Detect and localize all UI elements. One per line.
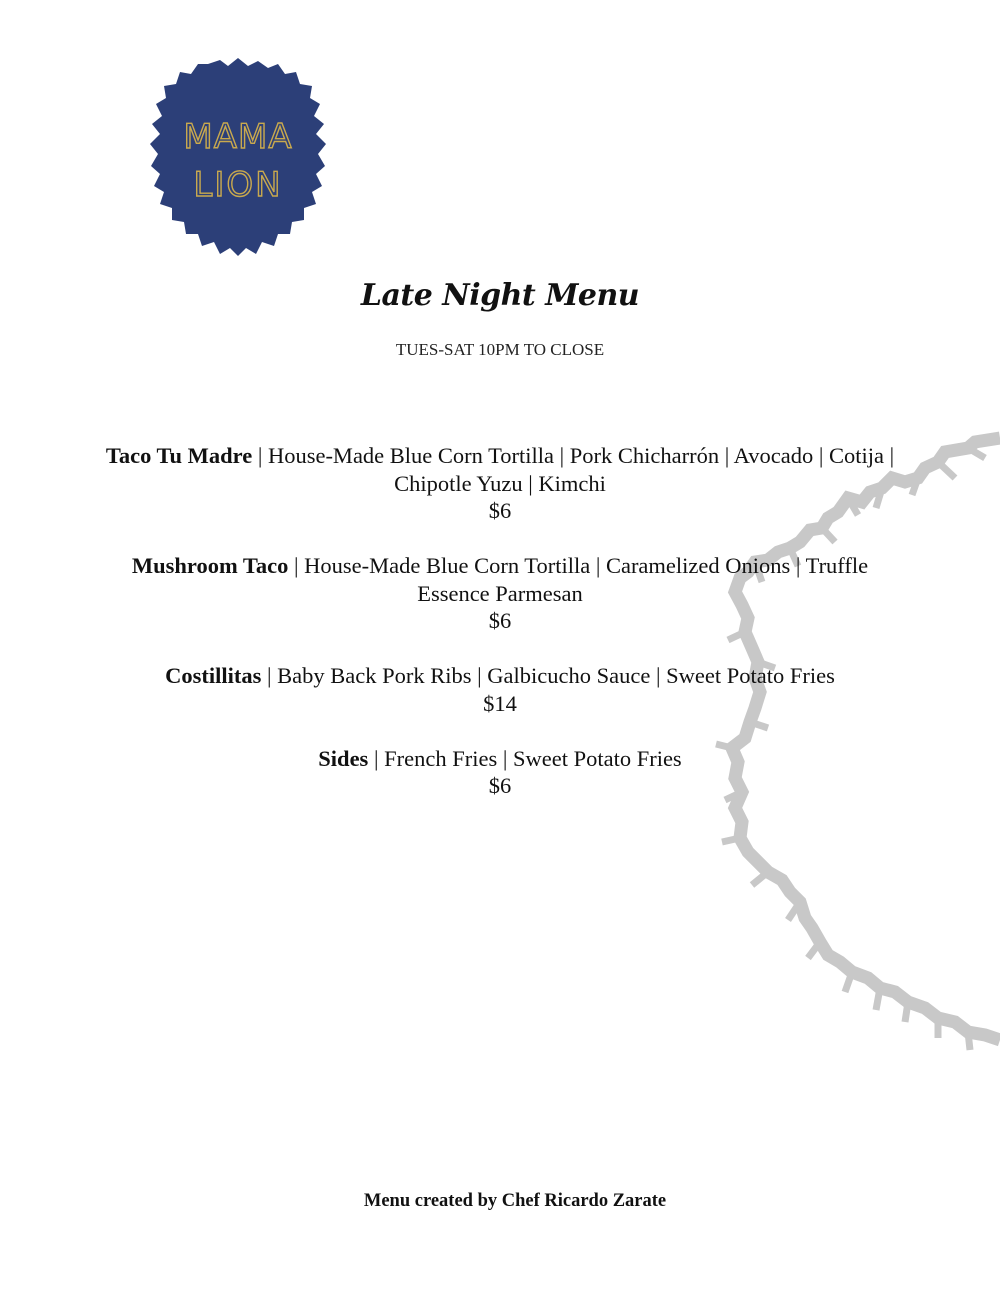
menu-item-description: House-Made Blue Corn Tortilla | Caramelized Onions | Truffle Essence Parmesan <box>304 553 869 606</box>
service-hours: TUES-SAT 10PM TO CLOSE <box>395 340 605 359</box>
logo-text-line1: MAMA <box>183 117 293 157</box>
menu-item-name: Costillitas <box>165 663 262 688</box>
menu-item-description: House-Made Blue Corn Tortilla | Pork Chicharrón | Avocado | Cotija | Chipotle Yuzu | Kimchi <box>267 443 895 496</box>
logo <box>148 58 328 256</box>
menu-item: Costillitas | Baby Back Pork Ribs | Galbicucho Sauce | Sweet Potato Fries $14 <box>100 662 900 717</box>
menu-item-price: $6 <box>488 608 512 633</box>
menu-item: Mushroom Taco | House-Made Blue Corn Tortilla | Caramelized Onions | Truffle Essence Parmesan $6 <box>100 552 900 635</box>
menu-item-name: Taco Tu Madre <box>105 443 253 468</box>
menu-item-price: $6 <box>488 773 512 798</box>
menu-item-name: Sides <box>318 745 369 771</box>
lion-head-icon <box>150 58 326 256</box>
page-title: Late Night Menu <box>360 278 640 313</box>
chef-credit: Menu created by Chef Ricardo Zarate <box>363 1191 667 1211</box>
menu-item: Sides | French Fries | Sweet Potato Fries $6 <box>100 745 900 800</box>
menu-list <box>100 442 900 827</box>
menu-item-price: $6 <box>488 498 512 523</box>
logo-text-line2: LION <box>193 165 283 205</box>
menu-item-price: $14 <box>483 690 517 716</box>
menu-item-description: Baby Back Pork Ribs | Galbicucho Sauce | Sweet Potato Fries <box>277 663 835 688</box>
menu-item: Taco Tu Madre | House-Made Blue Corn Tortilla | Pork Chicharrón | Avocado | Cotija | Chipotle Yuzu | Kimchi $6 <box>100 442 900 525</box>
menu-item-name: Mushroom Taco <box>131 553 289 578</box>
menu-item-description: French Fries | Sweet Potato Fries <box>384 745 682 771</box>
